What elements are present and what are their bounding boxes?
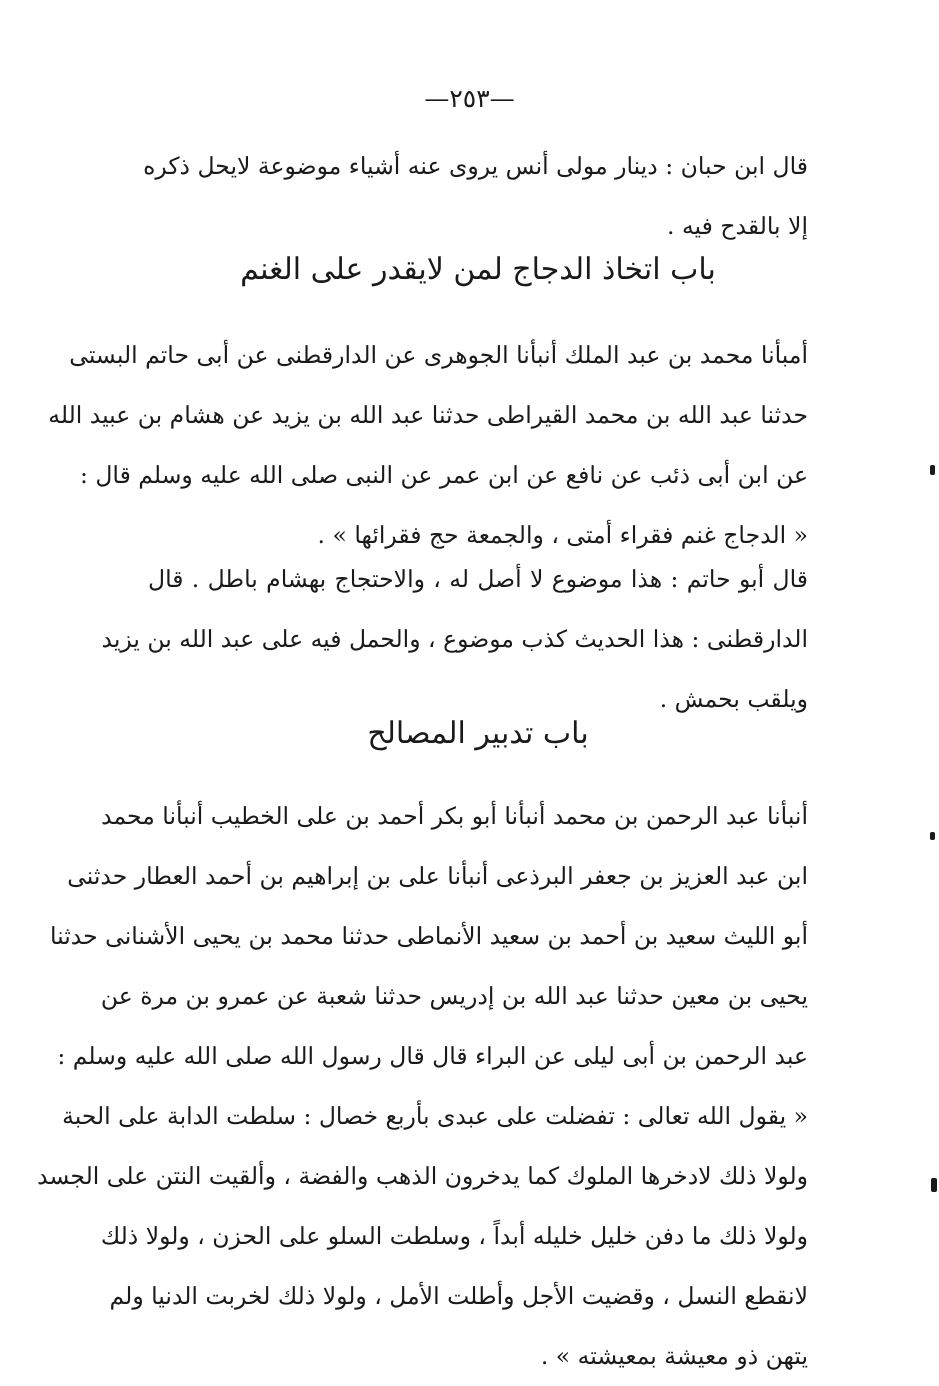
text-line: أبو الليث سعيد بن أحمد بن سعيد الأنماطى حدثنا محمد بن يحيى الأشنانى حدثنا <box>49 922 808 950</box>
text-line: عبد الرحمن بن أبى ليلى عن البراء قال قال رسول الله صلى الله عليه وسلم : <box>57 1042 808 1070</box>
text-line: لانقطع النسل ، وقضيت الأجل وأطلت الأمل ، ولولا ذلك لخربت الدنيا ولم <box>109 1282 808 1310</box>
text-line: « الدجاج غنم فقراء أمتى ، والجمعة حج فقرائها » . <box>317 521 808 549</box>
text-line: حدثنا عبد الله بن محمد القيراطى حدثنا عبد الله بن يزيد عن هشام بن عبيد الله <box>48 401 808 429</box>
section1-hadith-paragraph <box>48 325 808 565</box>
text-line: عن ابن أبى ذئب عن نافع عن ابن عمر عن النبى صلى الله عليه وسلم قال : <box>79 461 808 489</box>
text-line: أمبأنا محمد بن عبد الملك أنبأنا الجوهرى عن الدارقطنى عن أبى حاتم البستى <box>69 341 808 369</box>
text-line: ولولا ذلك ما دفن خليل خليله أبداً ، وسلطت السلو على الحزن ، ولولا ذلك <box>100 1222 808 1250</box>
text-line: إلا بالقدح فيه . <box>667 212 808 240</box>
scan-speck <box>930 832 935 840</box>
text-line: قال أبو حاتم : هذا موضوع لا أصل له ، والاحتجاج بهشام باطل . قال <box>148 565 808 593</box>
text-line: ابن عبد العزيز بن جعفر البرذعى أنبأنا على بن إبراهيم بن أحمد العطار حدثنى <box>67 862 808 890</box>
text-line: « يقول الله تعالى : تفضلت على عبدى بأربع خصال : سلطت الدابة على الحبة <box>62 1102 808 1130</box>
section2-hadith-paragraph <box>37 786 808 1386</box>
text-line: أنبأنا عبد الرحمن بن محمد أنبأنا أبو بكر أحمد بن على الخطيب أنبأنا محمد <box>101 802 808 830</box>
scan-speck <box>930 465 935 475</box>
text-line: ويلقب بحمش . <box>659 685 808 713</box>
text-line: يحيى بن معين حدثنا عبد الله بن إدريس حدثنا شعبة عن عمرو بن مرة عن <box>100 982 808 1010</box>
section-heading-management: باب تدبير المصالح <box>367 716 589 751</box>
intro-paragraph <box>143 136 808 256</box>
text-line: الدارقطنى : هذا الحديث كذب موضوع ، والحمل فيه على عبد الله بن يزيد <box>101 625 808 653</box>
page-number: —٢٥٣— <box>424 84 515 113</box>
text-line: ولولا ذلك لادخرها الملوك كما يدخرون الذهب والفضة ، وألقيت النتن على الجسد <box>37 1162 808 1190</box>
text-line: يتهن ذو معيشة بمعيشته » . <box>540 1342 808 1370</box>
scan-speck <box>931 1178 937 1192</box>
section1-commentary-paragraph <box>101 549 808 729</box>
text-line: قال ابن حبان : دينار مولى أنس يروى عنه أشياء موضوعة لايحل ذكره <box>143 152 808 180</box>
section-heading-chickens: باب اتخاذ الدجاج لمن لايقدر على الغنم <box>240 252 716 287</box>
